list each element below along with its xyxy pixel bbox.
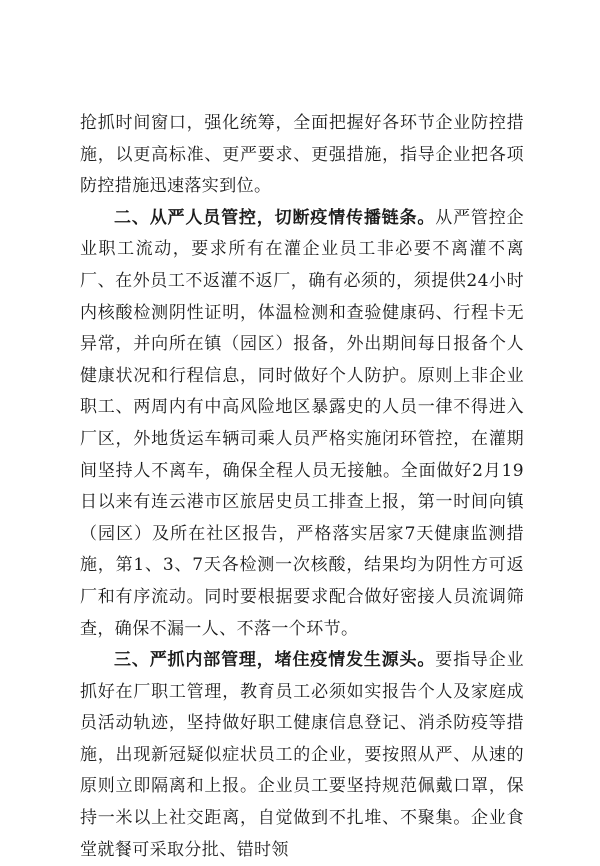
section-heading: 二、从严人员管控，切断疫情传播链条。 [114, 207, 436, 228]
paragraph-body: 从严管控企业职工流动，要求所有在灌企业员工非必要不离灌不离厂、在外员工不返灌不返厂，确有必须的，须提供24小时内核酸检测阴性证明，体温检测和查验健康码、行程卡无异常，并向所在镇（园区）报备，外出期间每日报备个人健康状况和行程信息，同时做好个人防护。原则上非企业职工、两周内有中高风险地区暴露史的人员一律不得进入厂区，外地货运车辆司乘人员严格实施闭环管控，在灌期间坚持人不离车，确保全程人员无接触。全面做好2月19日以来有连云港市区旅居史员工排查上报，第一时间向镇（园区）及所在社区报告，严格落实居家7天健康监测措施，第1、3、7天各检测一次核酸，结果均为阴性方可返厂和有序流动。同时要根据要求配合做好密接人员流调筛查，确保不漏一人、不落一个环节。 [80, 207, 524, 639]
paragraph-section-3 [80, 645, 524, 866]
paragraph-body: 抢抓时间窗口，强化统筹，全面把握好各环节企业防控措施，以更高标准、更严要求、更强措施，指导企业把各项防控措施迅速落实到位。 [80, 113, 524, 197]
paragraph-body: 要指导企业抓好在厂职工管理，教育员工必须如实报告个人及家庭成员活动轨迹，坚持做好职工健康信息登记、消杀防疫等措施，出现新冠疑似症状员工的企业，要按照从严、从速的原则立即隔离和上报。企业员工要坚持规范佩戴口罩，保持一米以上社交距离，自觉做到不扎堆、不聚集。企业食堂就餐可采取分批、错时领 [80, 650, 524, 860]
paragraph-section-2 [80, 203, 524, 645]
paragraph-continuation [80, 108, 524, 203]
section-heading: 三、严抓内部管理，堵住疫情发生源头。 [114, 650, 436, 671]
